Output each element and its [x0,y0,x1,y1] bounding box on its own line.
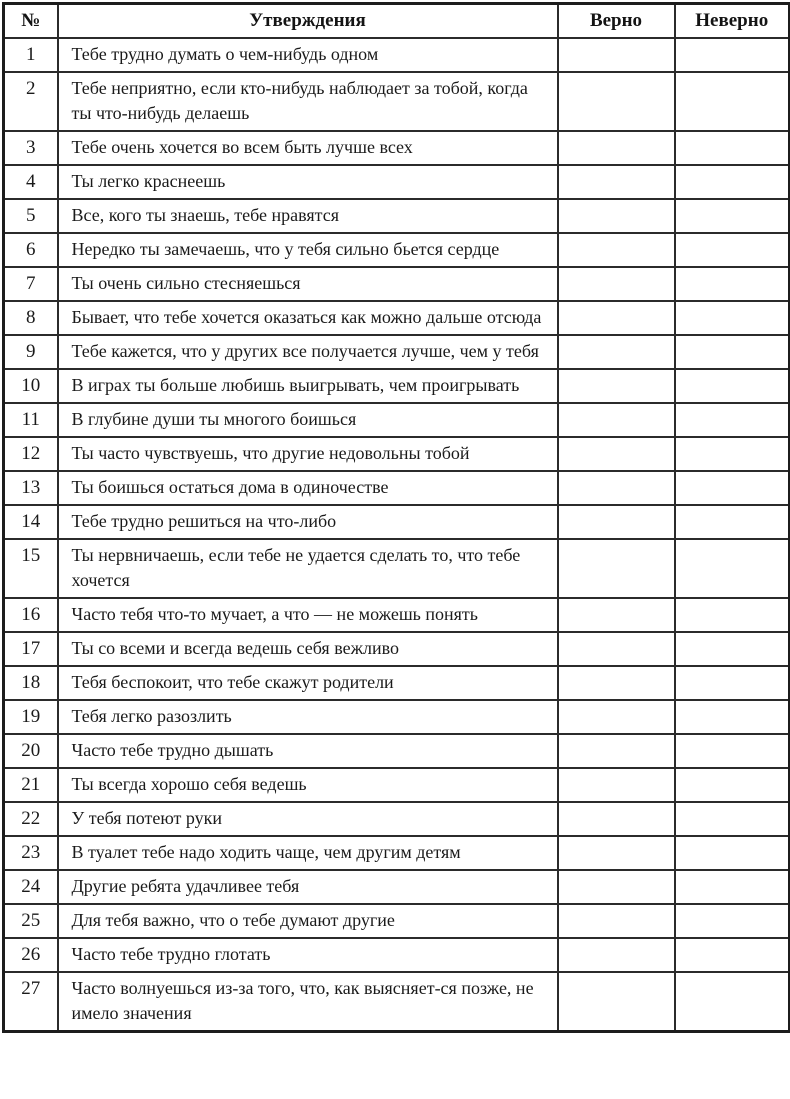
false-answer-cell [675,768,790,802]
false-answer-cell [675,598,790,632]
header-number: № [4,4,58,39]
row-number: 4 [4,165,58,199]
table-row [4,471,790,505]
table-row [4,38,790,72]
table-row [4,437,790,471]
true-answer-cell [558,72,675,131]
true-answer-cell [558,700,675,734]
table-row [4,335,790,369]
true-answer-cell [558,38,675,72]
false-answer-cell [675,972,790,1032]
table-header [4,4,790,39]
false-answer-cell [675,802,790,836]
false-answer-cell [675,836,790,870]
table-row [4,505,790,539]
true-answer-cell [558,165,675,199]
true-answer-cell [558,768,675,802]
table-row [4,870,790,904]
true-answer-cell [558,666,675,700]
table-row [4,539,790,598]
statement-text: Ты всегда хорошо себя ведешь [58,768,558,802]
row-number: 14 [4,505,58,539]
statement-text: Бывает, что тебе хочется оказаться как можно дальше отсюда [58,301,558,335]
statement-text: Нередко ты замечаешь, что у тебя сильно бьется сердце [58,233,558,267]
true-answer-cell [558,471,675,505]
true-answer-cell [558,233,675,267]
statement-text: Часто тебе трудно глотать [58,938,558,972]
statement-text: Ты нервничаешь, если тебе не удается сделать то, что тебе хочется [58,539,558,598]
row-number: 6 [4,233,58,267]
row-number: 21 [4,768,58,802]
statement-text: Все, кого ты знаешь, тебе нравятся [58,199,558,233]
table-row [4,165,790,199]
statement-text: Часто тебе трудно дышать [58,734,558,768]
row-number: 18 [4,666,58,700]
row-number: 1 [4,38,58,72]
statement-text: В туалет тебе надо ходить чаще, чем другим детям [58,836,558,870]
row-number: 12 [4,437,58,471]
row-number: 26 [4,938,58,972]
false-answer-cell [675,539,790,598]
header-statements: Утверждения [58,4,558,39]
statements-body [4,38,790,1032]
true-answer-cell [558,539,675,598]
table-row [4,666,790,700]
table-row [4,598,790,632]
row-number: 24 [4,870,58,904]
true-answer-cell [558,403,675,437]
true-answer-cell [558,938,675,972]
true-answer-cell [558,972,675,1032]
false-answer-cell [675,301,790,335]
false-answer-cell [675,199,790,233]
true-answer-cell [558,870,675,904]
statement-text: Тебя легко разозлить [58,700,558,734]
true-answer-cell [558,904,675,938]
row-number: 25 [4,904,58,938]
table-row [4,233,790,267]
false-answer-cell [675,938,790,972]
row-number: 20 [4,734,58,768]
statement-text: Тебя беспокоит, что тебе скажут родители [58,666,558,700]
row-number: 16 [4,598,58,632]
true-answer-cell [558,437,675,471]
header-false: Неверно [675,4,790,39]
false-answer-cell [675,734,790,768]
true-answer-cell [558,598,675,632]
table-row [4,734,790,768]
false-answer-cell [675,437,790,471]
false-answer-cell [675,403,790,437]
false-answer-cell [675,72,790,131]
statement-text: Для тебя важно, что о тебе думают другие [58,904,558,938]
statement-text: Ты со всеми и всегда ведешь себя вежливо [58,632,558,666]
table-row [4,938,790,972]
table-row [4,700,790,734]
true-answer-cell [558,131,675,165]
true-answer-cell [558,734,675,768]
statement-text: Тебе трудно думать о чем-нибудь одном [58,38,558,72]
statement-text: Тебе неприятно, если кто-нибудь наблюдает за тобой, когда ты что-нибудь делаешь [58,72,558,131]
statement-text: Часто тебя что-то мучает, а что — не можешь понять [58,598,558,632]
statement-text: Тебе очень хочется во всем быть лучше всех [58,131,558,165]
statement-text: Ты боишься остаться дома в одиночестве [58,471,558,505]
true-answer-cell [558,802,675,836]
table-row [4,632,790,666]
statement-text: Ты часто чувствуешь, что другие недовольны тобой [58,437,558,471]
statement-text: В играх ты больше любишь выигрывать, чем проигрывать [58,369,558,403]
false-answer-cell [675,471,790,505]
false-answer-cell [675,632,790,666]
table-row [4,836,790,870]
false-answer-cell [675,666,790,700]
false-answer-cell [675,267,790,301]
table-row [4,904,790,938]
row-number: 22 [4,802,58,836]
table-row [4,403,790,437]
table-row [4,802,790,836]
false-answer-cell [675,165,790,199]
header-true: Верно [558,4,675,39]
row-number: 15 [4,539,58,598]
statement-text: Ты легко краснеешь [58,165,558,199]
true-answer-cell [558,267,675,301]
row-number: 5 [4,199,58,233]
header-row [4,4,790,39]
row-number: 8 [4,301,58,335]
row-number: 2 [4,72,58,131]
false-answer-cell [675,505,790,539]
false-answer-cell [675,233,790,267]
false-answer-cell [675,904,790,938]
row-number: 10 [4,369,58,403]
table-row [4,131,790,165]
row-number: 7 [4,267,58,301]
statement-text: Ты очень сильно стесняешься [58,267,558,301]
false-answer-cell [675,369,790,403]
statement-text: Другие ребята удачливее тебя [58,870,558,904]
row-number: 17 [4,632,58,666]
table-row [4,972,790,1032]
table-row [4,369,790,403]
row-number: 3 [4,131,58,165]
true-answer-cell [558,199,675,233]
row-number: 9 [4,335,58,369]
row-number: 13 [4,471,58,505]
row-number: 11 [4,403,58,437]
row-number: 27 [4,972,58,1032]
true-answer-cell [558,335,675,369]
false-answer-cell [675,131,790,165]
true-answer-cell [558,369,675,403]
table-row [4,199,790,233]
table-row [4,72,790,131]
true-answer-cell [558,632,675,666]
false-answer-cell [675,700,790,734]
statement-text: В глубине души ты многого боишься [58,403,558,437]
true-answer-cell [558,301,675,335]
true-answer-cell [558,505,675,539]
table-row [4,267,790,301]
statement-text: Тебе кажется, что у других все получается лучше, чем у тебя [58,335,558,369]
questionnaire-table [2,2,790,1033]
row-number: 23 [4,836,58,870]
true-answer-cell [558,836,675,870]
statement-text: Тебе трудно решиться на что-либо [58,505,558,539]
false-answer-cell [675,38,790,72]
statement-text: Часто волнуешься из-за того, что, как выясняет-ся позже, не имело значения [58,972,558,1032]
table-row [4,768,790,802]
statement-text: У тебя потеют руки [58,802,558,836]
false-answer-cell [675,870,790,904]
table-row [4,301,790,335]
row-number: 19 [4,700,58,734]
false-answer-cell [675,335,790,369]
